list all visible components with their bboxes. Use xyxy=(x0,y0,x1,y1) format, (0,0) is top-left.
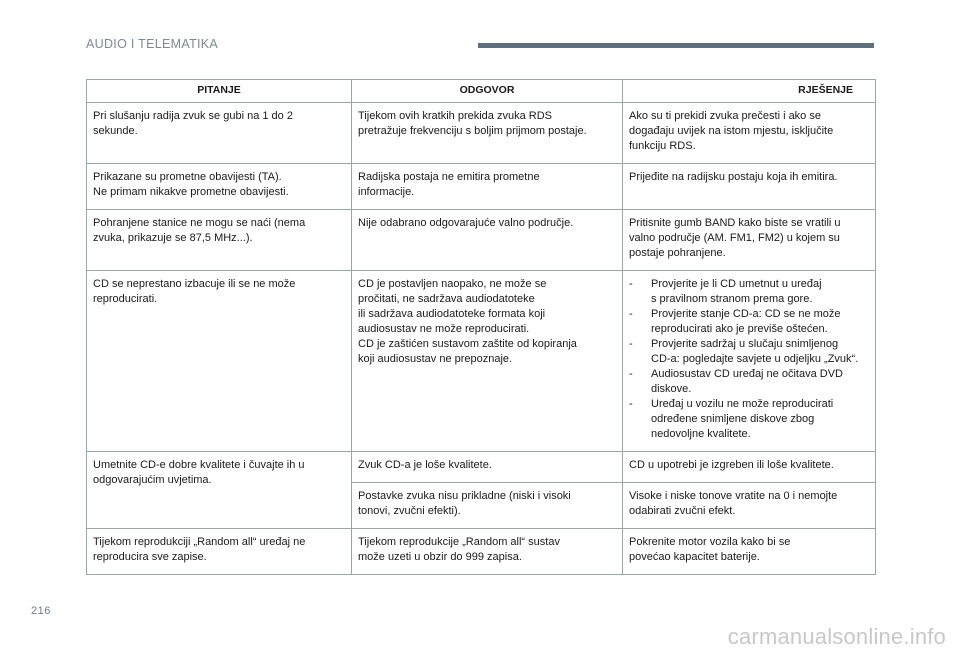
table-row xyxy=(87,210,876,271)
bullet-dash: - xyxy=(629,308,633,320)
text-line: Prikazane su prometne obavijesti (TA). xyxy=(93,171,282,183)
solution-cell xyxy=(623,452,876,483)
bullet-dash: - xyxy=(629,368,633,380)
watermark: carmanualsonline.info xyxy=(727,624,946,649)
table-header-row xyxy=(87,80,876,103)
text-line: Provjerite je li CD umetnut u uređaj xyxy=(651,278,822,290)
question-cell xyxy=(87,210,352,271)
table-row xyxy=(87,103,876,164)
text-line: informacije. xyxy=(358,186,415,198)
text-line: CD se neprestano izbacuje ili se ne može xyxy=(93,278,296,290)
bullet-text xyxy=(651,397,869,442)
text-line: Tijekom reprodukcije „Random all“ sustav xyxy=(358,536,560,548)
text-line: Pri slušanju radija zvuk se gubi na 1 do 2 xyxy=(93,110,293,122)
solution-cell xyxy=(623,164,876,210)
solution-bullet xyxy=(629,367,869,397)
solution-bullet xyxy=(629,307,869,337)
text-line: nedovoljne kvalitete. xyxy=(651,428,751,440)
answer-cell xyxy=(352,210,623,271)
text-line: Zvuk CD-a je loše kvalitete. xyxy=(358,459,492,471)
text-line: Ne primam nikakve prometne obavijesti. xyxy=(93,186,289,198)
text-line: CD je postavljen naopako, ne može se xyxy=(358,278,547,290)
question-cell xyxy=(87,529,352,575)
text-line: Tijekom reprodukciji „Random all“ uređaj ne xyxy=(93,536,306,548)
solution-cell xyxy=(623,103,876,164)
text-line: valno područje (AM. FM1, FM2) u kojem su xyxy=(629,232,840,244)
column-header-question: PITANJE xyxy=(87,80,352,103)
text-line: diskove. xyxy=(651,383,692,395)
text-line: pretražuje frekvenciju s boljim prijmom postaje. xyxy=(358,125,587,137)
answer-cell xyxy=(352,271,623,452)
page-number: 216 xyxy=(31,605,51,617)
text-line: Provjerite sadržaj u slučaju snimljenog xyxy=(651,338,839,350)
text-line: s pravilnom stranom prema gore. xyxy=(651,293,813,305)
bullet-text xyxy=(651,367,869,397)
answer-cell xyxy=(352,164,623,210)
text-line: Postavke zvuka nisu prikladne (niski i visoki xyxy=(358,490,571,502)
text-line: tonovi, zvučni efekti). xyxy=(358,505,461,517)
table-row xyxy=(87,452,876,483)
header-bar xyxy=(478,43,874,48)
text-line: može uzeti u obzir do 999 zapisa. xyxy=(358,551,522,563)
text-line: CD u upotrebi je izgreben ili loše kvalitete. xyxy=(629,459,834,471)
solution-cell xyxy=(623,210,876,271)
text-line: CD je zaštićen sustavom zaštite od kopiranja xyxy=(358,338,577,350)
bullet-text xyxy=(651,307,869,337)
text-line: Prijeđite na radijsku postaju koja ih emitira. xyxy=(629,171,838,183)
text-line: koji audiosustav ne prepoznaje. xyxy=(358,353,513,365)
question-cell xyxy=(87,271,352,452)
text-line: Nije odabrano odgovarajuće valno područje. xyxy=(358,217,574,229)
text-line: zvuka, prikazuje se 87,5 MHz...). xyxy=(93,232,253,244)
text-line: Audiosustav CD uređaj ne očitava DVD xyxy=(651,368,843,380)
text-line: ili sadržava audiodatoteke formata koji xyxy=(358,308,546,320)
text-line: određene snimljene diskove zbog xyxy=(651,413,815,425)
answer-cell xyxy=(352,529,623,575)
text-line: Pokrenite motor vozila kako bi se xyxy=(629,536,791,548)
solution-bullet xyxy=(629,277,869,307)
text-line: Pritisnite gumb BAND kako biste se vratili u xyxy=(629,217,841,229)
answer-cell xyxy=(352,452,623,483)
text-line: sekunde. xyxy=(93,125,138,137)
text-line: Visoke i niske tonove vratite na 0 i nemojte xyxy=(629,490,838,502)
solution-cell xyxy=(623,483,876,529)
text-line: Umetnite CD-e dobre kvalitete i čuvajte ih u xyxy=(93,459,305,471)
solution-cell xyxy=(623,271,876,452)
solution-bullet xyxy=(629,397,869,442)
bullet-dash: - xyxy=(629,278,633,290)
section-title: AUDIO I TELEMATIKA xyxy=(86,37,219,51)
bullet-text xyxy=(651,277,869,307)
text-line: Ako su ti prekidi zvuka prečesti i ako se xyxy=(629,110,821,122)
column-header-solution: RJEŠENJE xyxy=(623,80,876,103)
text-line: audiosustav ne može reproducirati. xyxy=(358,323,530,335)
solution-cell xyxy=(623,529,876,575)
text-line: postaje pohranjene. xyxy=(629,247,726,259)
bullet-dash: - xyxy=(629,338,633,350)
bullet-text xyxy=(651,337,869,367)
question-cell xyxy=(87,452,352,529)
question-cell xyxy=(87,103,352,164)
text-line: reproducira sve zapise. xyxy=(93,551,207,563)
solution-bullet xyxy=(629,337,869,367)
text-line: Pohranjene stanice ne mogu se naći (nema xyxy=(93,217,306,229)
text-line: reproducirati. xyxy=(93,293,158,305)
text-line: Uređaj u vozilu ne može reproducirati xyxy=(651,398,834,410)
answer-cell xyxy=(352,483,623,529)
table-row xyxy=(87,271,876,452)
table-row xyxy=(87,164,876,210)
table-row xyxy=(87,529,876,575)
answer-cell xyxy=(352,103,623,164)
text-line: Radijska postaja ne emitira prometne xyxy=(358,171,540,183)
text-line: odabirati zvučni efekt. xyxy=(629,505,736,517)
text-line: događaju uvijek na istom mjestu, isključite xyxy=(629,125,834,137)
text-line: CD-a: pogledajte savjete u odjeljku „Zvuk“. xyxy=(651,353,859,365)
text-line: pročitati, ne sadržava audiodatoteke xyxy=(358,293,535,305)
text-line: funkciju RDS. xyxy=(629,140,696,152)
text-line: reproducirati ako je previše oštećen. xyxy=(651,323,828,335)
column-header-answer: ODGOVOR xyxy=(352,80,623,103)
text-line: povećao kapacitet baterije. xyxy=(629,551,760,563)
question-cell xyxy=(87,164,352,210)
text-line: Tijekom ovih kratkih prekida zvuka RDS xyxy=(358,110,552,122)
troubleshooting-table xyxy=(86,79,876,575)
text-line: Provjerite stanje CD-a: CD se ne može xyxy=(651,308,841,320)
text-line: odgovarajućim uvjetima. xyxy=(93,474,212,486)
bullet-dash: - xyxy=(629,398,633,410)
